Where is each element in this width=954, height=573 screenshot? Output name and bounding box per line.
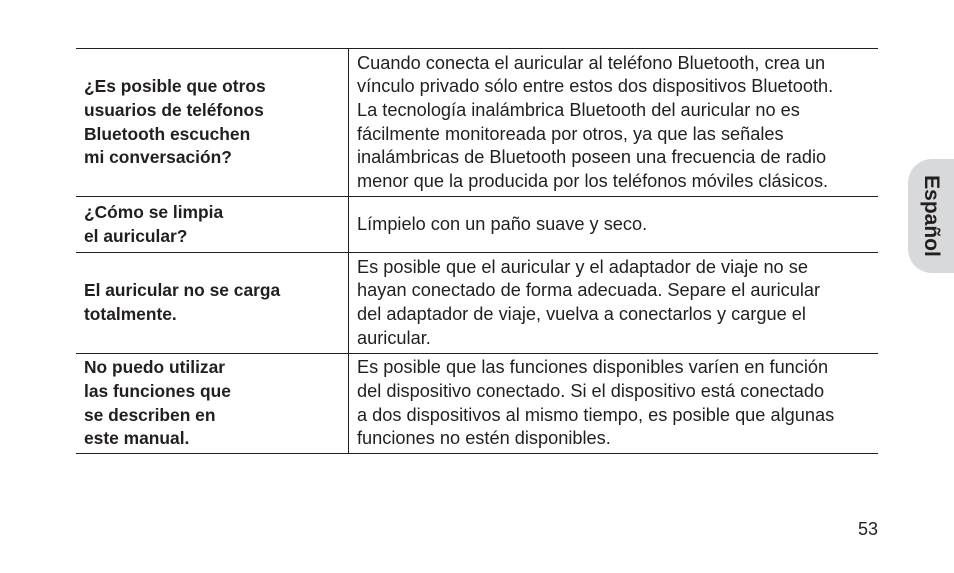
faq-row — [76, 49, 878, 197]
page-number: 53 — [857, 519, 878, 539]
faq-row — [76, 253, 878, 354]
question-line: mi conversación? — [84, 147, 232, 168]
answer-line: inalámbricas de Bluetooth poseen una frecuencia de radio — [357, 147, 827, 168]
question-line: El auricular no se carga — [84, 280, 281, 301]
answer-line: La tecnología inalámbrica Bluetooth del auricular no es — [357, 99, 800, 120]
faq-row — [76, 197, 878, 253]
faq-table — [76, 48, 878, 454]
language-tab-label: Español — [920, 175, 943, 257]
answer-line: auricular. — [357, 327, 431, 348]
answer-line: Límpielo con un paño suave y seco. — [357, 213, 648, 234]
question-line: el auricular? — [84, 225, 188, 246]
question-line: Bluetooth escuchen — [84, 123, 251, 144]
answer-line: funciones no estén disponibles. — [357, 428, 611, 449]
faq-question — [76, 253, 349, 354]
question-line: ¿Es posible que otros — [84, 76, 266, 97]
answer-line: fácilmente monitoreada por otros, ya que las señales — [357, 123, 784, 144]
answer-line: del dispositivo conectado. Si el dispositivo está conectado — [357, 380, 825, 401]
answer-line: Es posible que el auricular y el adaptador de viaje no se — [357, 256, 808, 277]
question-line: este manual. — [84, 428, 190, 449]
question-line: ¿Cómo se limpia — [84, 201, 224, 222]
faq-answer — [349, 253, 879, 354]
answer-line: hayan conectado de forma adecuada. Separe el auricular — [357, 280, 821, 301]
question-line: se describen en — [84, 404, 216, 425]
question-line: totalmente. — [84, 304, 177, 324]
answer-line: Cuando conecta el auricular al teléfono Bluetooth, crea un — [357, 52, 826, 73]
faq-question — [76, 49, 349, 197]
answer-line: vínculo privado sólo entre estos dos dispositivos Bluetooth. — [357, 76, 834, 97]
answer-line: del adaptador de viaje, vuelva a conectarlos y cargue el — [357, 304, 806, 324]
faq-answer — [349, 354, 879, 454]
answer-line: a dos dispositivos al mismo tiempo, es posible que algunas — [357, 404, 835, 425]
question-line: No puedo utilizar — [84, 357, 226, 378]
faq-question — [76, 354, 349, 454]
question-line: usuarios de teléfonos — [84, 99, 264, 120]
faq-row — [76, 354, 878, 454]
faq-question — [76, 197, 349, 253]
question-line: las funciones que — [84, 380, 231, 401]
answer-line: Es posible que las funciones disponibles varíen en función — [357, 357, 829, 378]
faq-answer — [349, 197, 879, 253]
faq-answer — [349, 49, 879, 197]
answer-line: menor que la producida por los teléfonos móviles clásicos. — [357, 170, 829, 191]
